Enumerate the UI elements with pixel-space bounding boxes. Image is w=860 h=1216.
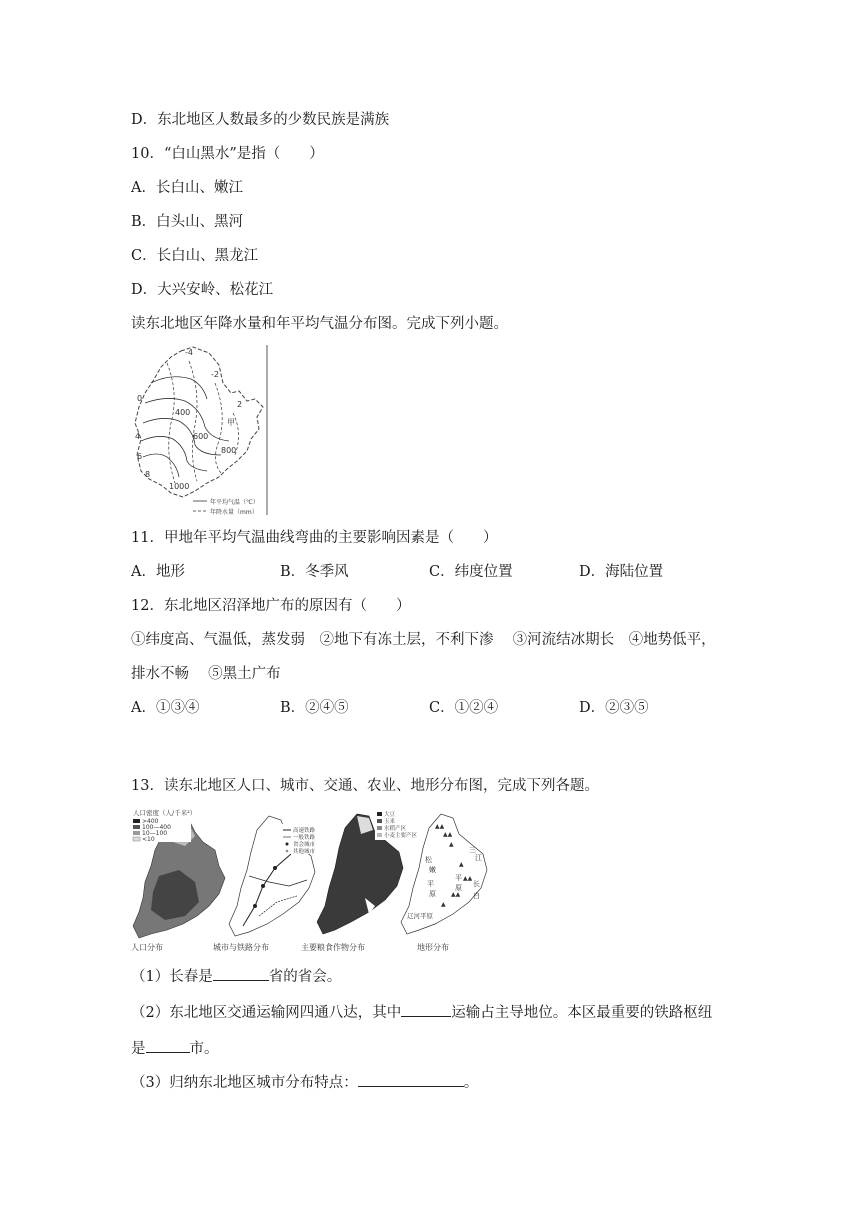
terrain-label: 三 (469, 846, 476, 854)
svg-text:▲▲: ▲▲ (443, 831, 453, 838)
legend-item: 水稻产区 (384, 826, 407, 832)
svg-text:▲: ▲ (449, 841, 454, 848)
legend-item: 玉米 (384, 819, 396, 825)
q13-sub3-text-b: 。 (463, 1075, 479, 1091)
legend-item: 大豆 (384, 812, 396, 818)
terrain-label: 辽河平原 (407, 912, 433, 920)
legend-item: 10—100 (142, 830, 168, 837)
answer-blank[interactable] (146, 1038, 190, 1053)
contour-label: 8 (145, 470, 151, 479)
contour-label: 4 (135, 432, 141, 441)
contour-label: 800 (221, 446, 237, 455)
contour-label: 6 (137, 452, 143, 461)
northeast-china-maps (129, 806, 501, 954)
terrain-label: 原 (455, 884, 462, 892)
cities-railways-map (213, 816, 321, 952)
svg-text:▲▲: ▲▲ (435, 823, 445, 830)
q13-sub2 (131, 1002, 712, 1023)
legend-item: 小麦主要产区 (384, 833, 418, 839)
terrain-label: 嫩 (429, 866, 436, 874)
q12-option-c: C．①②④ (429, 700, 499, 716)
answer-blank[interactable] (213, 966, 269, 981)
legend-item: <10 (142, 836, 155, 843)
legend-temperature: 年平均气温（℃） (210, 499, 259, 506)
contour-label: 400 (175, 408, 191, 417)
legend-precipitation: 年降水量（mm） (210, 509, 258, 516)
svg-text:▲: ▲ (459, 861, 464, 868)
terrain-label: 原 (429, 890, 436, 898)
legend-item: 省会城市 (293, 842, 316, 848)
terrain-label: 长 (473, 880, 480, 888)
legend-title: 人口密度（人/千米²） (133, 809, 197, 817)
legend-item: 100—400 (142, 824, 171, 831)
legend-item: 一般铁路 (293, 835, 316, 841)
terrain-label: 江 (475, 854, 482, 862)
q13-sub2-line2 (131, 1038, 219, 1059)
terrain-label: 松 (425, 856, 432, 864)
q12-option-d: D．②③⑤ (579, 700, 649, 716)
q12-option-b: B．②④⑤ (280, 700, 349, 716)
q13-sub3 (131, 1072, 478, 1093)
q13-sub3-text-a: （3）归纳东北地区城市分布特点： (131, 1075, 358, 1091)
q10-option-b: B．白头山、黑河 (131, 214, 244, 230)
map-caption: 地形分布 (417, 943, 449, 952)
contour-label: 1000 (169, 482, 190, 491)
map-caption: 人口分布 (131, 943, 163, 952)
intro-11-12: 读东北地区年降水量和年平均气温分布图。完成下列小题。 (131, 316, 508, 332)
q13-stem: 13．读东北地区人口、城市、交通、农业、地形分布图，完成下列各题。 (131, 778, 599, 794)
q9-option-d: D．东北地区人数最多的少数民族是满族 (131, 112, 390, 128)
contour-label: -4 (185, 348, 193, 357)
answer-blank[interactable] (401, 1002, 451, 1017)
svg-text:▲▲: ▲▲ (451, 891, 461, 898)
contour-label: 600 (193, 432, 209, 441)
svg-text:▲: ▲ (441, 901, 446, 908)
terrain-label: 白 (473, 892, 480, 900)
q12-statements-line2: 排水不畅 ⑤黑土广布 (131, 666, 281, 682)
q13-sub2-line2-text-b: 市。 (189, 1041, 219, 1057)
q13-sub1-text-b: 省的省会。 (268, 969, 342, 985)
q11-option-c: C．纬度位置 (429, 564, 513, 580)
q11-option-b: B．冬季风 (280, 564, 349, 580)
terrain-label: 平 (455, 874, 462, 882)
q13-sub1-text-a: （1）长春是 (131, 969, 213, 985)
q12-statements-line1: ①纬度高、气温低，蒸发弱 ②地下有冻土层，不利下渗 ③河流结冰期长 ④地势低平， (131, 632, 716, 648)
location-jia-label: 甲 (227, 418, 235, 427)
q12-stem: 12．东北地区沼泽地广布的原因有（ ） (131, 598, 411, 614)
legend-item: >400 (142, 818, 159, 825)
terrain-label: 平 (427, 880, 434, 888)
q10-option-d: D．大兴安岭、松花江 (131, 282, 274, 298)
q11-option-d: D．海陆位置 (579, 564, 664, 580)
q11-stem: 11．甲地年平均气温曲线弯曲的主要影响因素是（ ） (131, 530, 498, 546)
answer-blank[interactable] (358, 1072, 464, 1087)
q10-option-a: A．长白山、嫩江 (131, 180, 243, 196)
svg-text:▲▲: ▲▲ (463, 875, 473, 882)
map-caption: 城市与铁路分布 (213, 943, 269, 952)
q10-stem: 10．“白山黑水”是指（ ） (131, 146, 324, 162)
q11-option-a: A．地形 (131, 564, 185, 580)
q10-option-c: C．长白山、黑龙江 (131, 248, 259, 264)
contour-label: 0 (137, 394, 143, 403)
q13-sub1 (131, 966, 341, 987)
map-caption: 主要粮食作物分布 (301, 943, 365, 952)
q13-sub2-text-a: （2）东北地区交通运输网四通八达，其中 (131, 1005, 402, 1021)
population-map (131, 808, 225, 952)
legend-item: 高速铁路 (293, 828, 316, 834)
q13-sub2-text-b: 运输占主导地位。本区最重要的铁路枢纽 (451, 1005, 713, 1021)
q12-option-a: A．①③④ (131, 700, 200, 716)
contour-label: 2 (237, 400, 243, 409)
q13-sub2-line2-text-a: 是 (131, 1041, 146, 1057)
precipitation-temperature-map (131, 343, 271, 518)
legend-item: 其他城市 (293, 849, 316, 855)
contour-label: -2 (211, 370, 219, 379)
